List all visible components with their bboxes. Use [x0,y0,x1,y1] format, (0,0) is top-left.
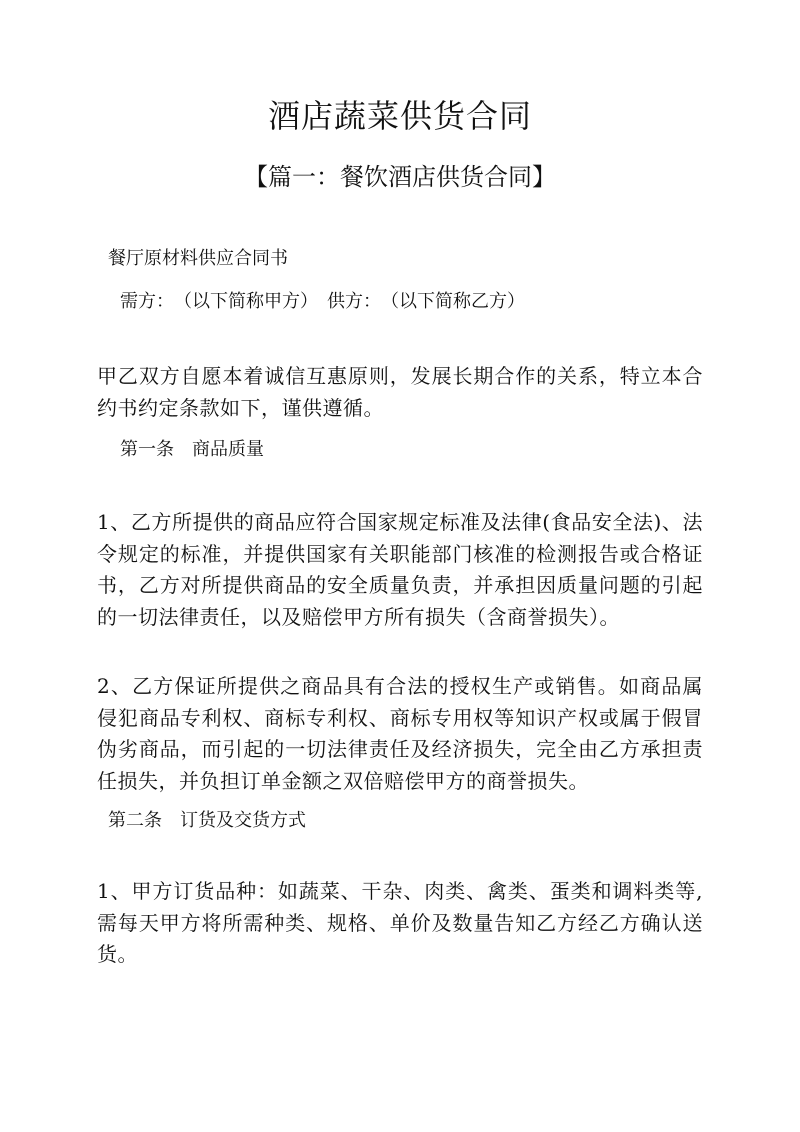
document-subtitle: 【篇一：餐饮酒店供货合同】 [244,163,556,191]
article1-clause1: 1、乙方所提供的商品应符合国家规定标准及法律(食品安全法)、法令规定的标准，并提供国家有关职能部门核准的检测报告或合格证书，乙方对所提供商品的安全质量负责，并承担因质量问题的引起的一切法律责任，以及赔偿甲方所有损失（含商誉损失）。 [97,510,703,629]
parties-line: 需方： （以下简称甲方） 供方： （以下简称乙方） [120,291,525,312]
intro-paragraph: 甲乙双方自愿本着诚信互惠原则，发展长期合作的关系，特立本合约书约定条款如下，谨供遵循。 [97,364,703,420]
article1-clause2: 2、乙方保证所提供之商品具有合法的授权生产或销售。如商品属侵犯商品专利权、商标专利权、商标专用权等知识产权或属于假冒伪劣商品，而引起的一切法律责任及经济损失，完全由乙方承担责任损失，并负担订单金额之双倍赔偿甲方的商誉损失。 [97,674,703,793]
article2-clause1: 1、甲方订货品种：如蔬菜、干杂、肉类、禽类、蛋类和调料类等,需每天甲方将所需种类、规格、单价及数量告知乙方经乙方确认送货。 [97,879,703,966]
article2-heading: 第二条 订货及交货方式 [108,810,306,831]
contract-heading: 餐厅原材料供应合同书 [108,248,288,269]
document-title: 酒店蔬菜供货合同 [267,97,532,135]
article1-heading: 第一条 商品质量 [120,439,264,460]
